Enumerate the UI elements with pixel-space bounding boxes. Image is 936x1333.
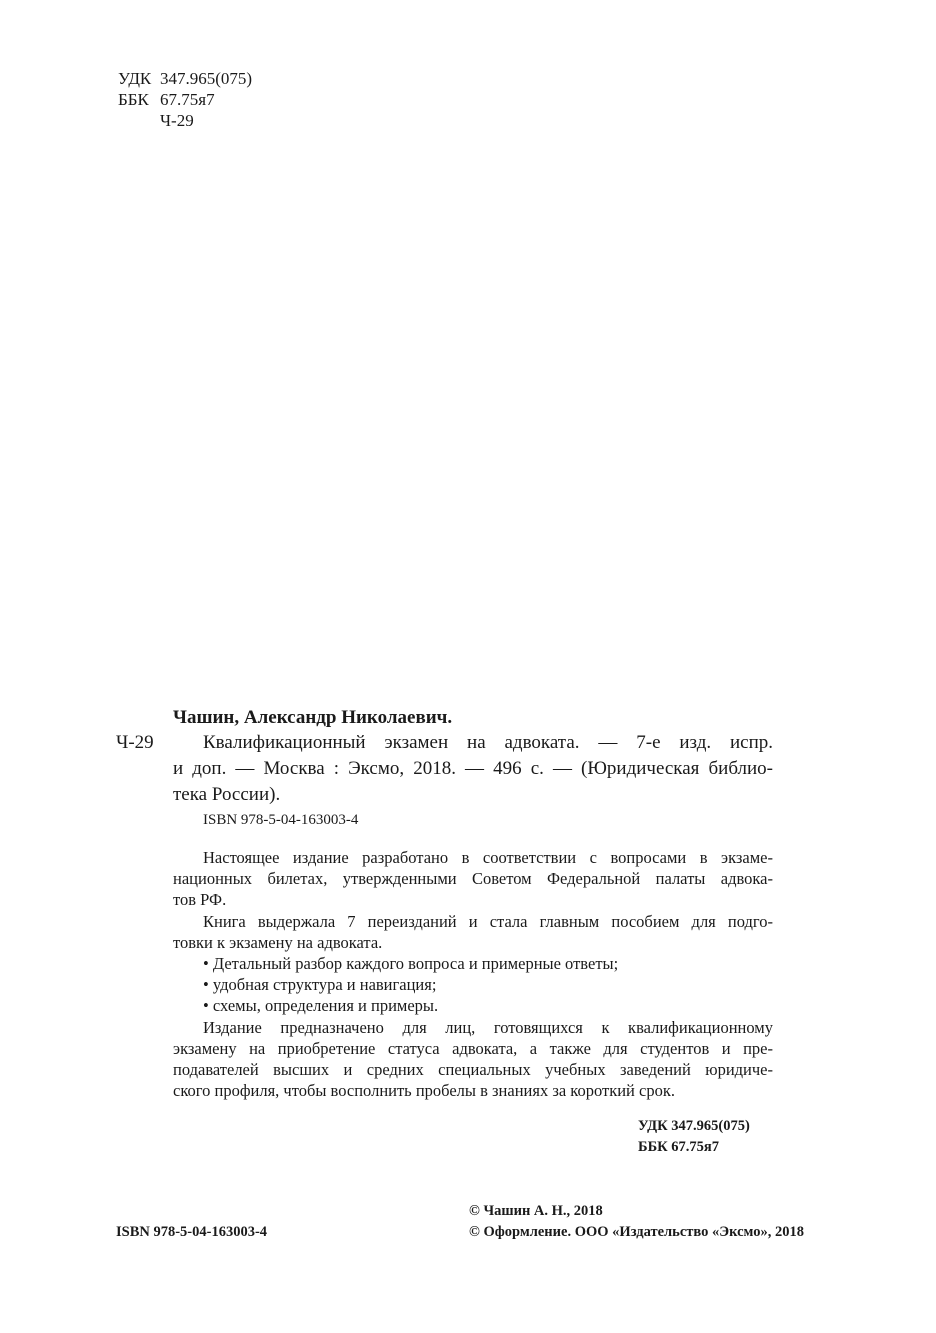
annotation-bullet: • схемы, определения и примеры.: [203, 996, 439, 1016]
udk-value: 347.965(075): [160, 69, 253, 88]
annotation: [173, 847, 773, 1101]
annotation-bullet: • Детальный разбор каждого вопроса и примерные ответы;: [203, 954, 619, 974]
annotation-line: национных билетах, утвержденными Советом Федеральной палаты адвока-: [173, 869, 773, 889]
footer-isbn: ISBN 978-5-04-163003-4: [116, 1224, 268, 1240]
annotation-line: ского профиля, чтобы восполнить пробелы в знаниях за короткий срок.: [173, 1081, 675, 1101]
author-mark: Ч-29: [160, 111, 194, 130]
footer-bbk: ББК 67.75я7: [638, 1139, 720, 1155]
annotation-bullet: • удобная структура и навигация;: [203, 975, 437, 995]
record-title-line: тека России).: [173, 784, 281, 805]
record-title-line: и доп. — Москва : Эксмо, 2018. — 496 с. — (Юридическая библио-: [173, 758, 773, 779]
annotation-line: Настоящее издание разработано в соответствии с вопросами в экзаме-: [203, 848, 773, 867]
annotation-line: Книга выдержала 7 переизданий и стала главным пособием для подго-: [203, 911, 773, 931]
footer-udk: УДК 347.965(075): [638, 1118, 750, 1134]
udk-label: УДК: [118, 69, 152, 88]
record-title: [173, 730, 773, 808]
bbk-value: 67.75я7: [160, 90, 215, 109]
bbk-label: ББК: [118, 90, 149, 109]
record-isbn: ISBN 978-5-04-163003-4: [203, 812, 359, 828]
record-author: Чашин, Александр Николаевич.: [173, 707, 453, 728]
annotation-line: тов РФ.: [173, 890, 227, 910]
copyright-author: © Чашин А. Н., 2018: [469, 1203, 603, 1219]
annotation-line: подавателей высших и средних специальных учебных заведений юридиче-: [173, 1060, 773, 1080]
bbk-header: [118, 89, 215, 110]
udk-header: [118, 68, 252, 89]
copyright-design: © Оформление. ООО «Издательство «Эксмо», 2018: [469, 1224, 804, 1240]
annotation-line: товки к экзамену на адвоката.: [173, 932, 383, 952]
record-title-line: Квалификационный экзамен на адвоката. — 7-е изд. испр.: [203, 732, 773, 753]
record-code: Ч-29: [116, 732, 154, 753]
annotation-line: экзамену на приобретение статуса адвоката, а также для студентов и пре-: [173, 1038, 773, 1058]
annotation-line: Издание предназначено для лиц, готовящихся к квалификационному: [203, 1017, 773, 1037]
